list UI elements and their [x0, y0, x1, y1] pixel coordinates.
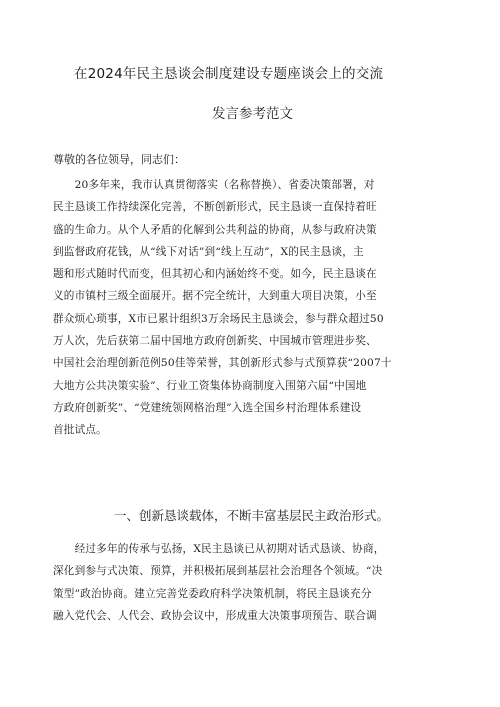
paragraph-line: 经过多年的传承与弘扬，X民主恳谈已从初期对话式恳谈、协商，: [53, 543, 385, 555]
paragraph-line: 民主恳谈工作持续深化完善，不断创新形式，民主恳谈一直保持着旺: [53, 201, 377, 214]
paragraph-line: 题和形式随时代而变，但其初心和内涵始终不变。如今，民主恳谈在: [53, 268, 377, 281]
paragraph-line: 大地方公共决策实验”、行业工资集体协商制度入围第六届“中国地: [53, 379, 367, 392]
paragraph-1: [53, 174, 448, 442]
document-title-line1: 在2024年民主恳谈会制度建设专题座谈会上的交流: [74, 66, 384, 82]
paragraph-line: 首批试点。: [53, 424, 107, 437]
paragraph-line: 中国社会治理创新范例50佳等荣誉，其创新形式参与式预算获“2007十: [53, 357, 392, 370]
paragraph-2: [53, 538, 448, 627]
paragraph-line: 到监督政府花钱，从“线下对话”到“线上互动”，X的民主恳谈，主: [53, 245, 364, 258]
paragraph-line: 20多年来，我市认真贯彻落实（名称替换）、省委决策部署，对: [53, 179, 375, 191]
greeting: 尊敬的各位领导，同志们：: [53, 153, 185, 166]
section-heading-1: 一、创新恳谈载体，不断丰富基层民主政治形式。: [114, 508, 390, 523]
paragraph-line: 盛的生命力。从个人矛盾的化解到公共利益的协商，从参与政府决策: [53, 223, 377, 236]
paragraph-line: 方政府创新奖”、“党建统领网格治理”入选全国乡村治理体系建设: [53, 401, 362, 414]
paragraph-line: 义的市镇村三级全面展开。据不完全统计，大到重大项目决策，小至: [53, 290, 377, 303]
paragraph-line: 策型”政治协商。建立完善党委政府科学决策机制，将民主恳谈充分: [53, 587, 372, 600]
paragraph-line: 群众烦心琐事，X市已累计组织3万余场民主恳谈会，参与群众超过50: [53, 312, 384, 325]
paragraph-line: 深化到参与式决策、预算，并积极拓展到基层社会治理各个领域。“决: [53, 565, 383, 578]
document-title-line2: 发言参考范文: [212, 106, 293, 122]
paragraph-line: 融入党代会、人代会、政协会议中，形成重大决策事项预告、联合调: [53, 609, 377, 622]
paragraph-line: 万人次，先后获第二届中国地方政府创新奖、中国城市管理进步奖、: [53, 335, 377, 348]
